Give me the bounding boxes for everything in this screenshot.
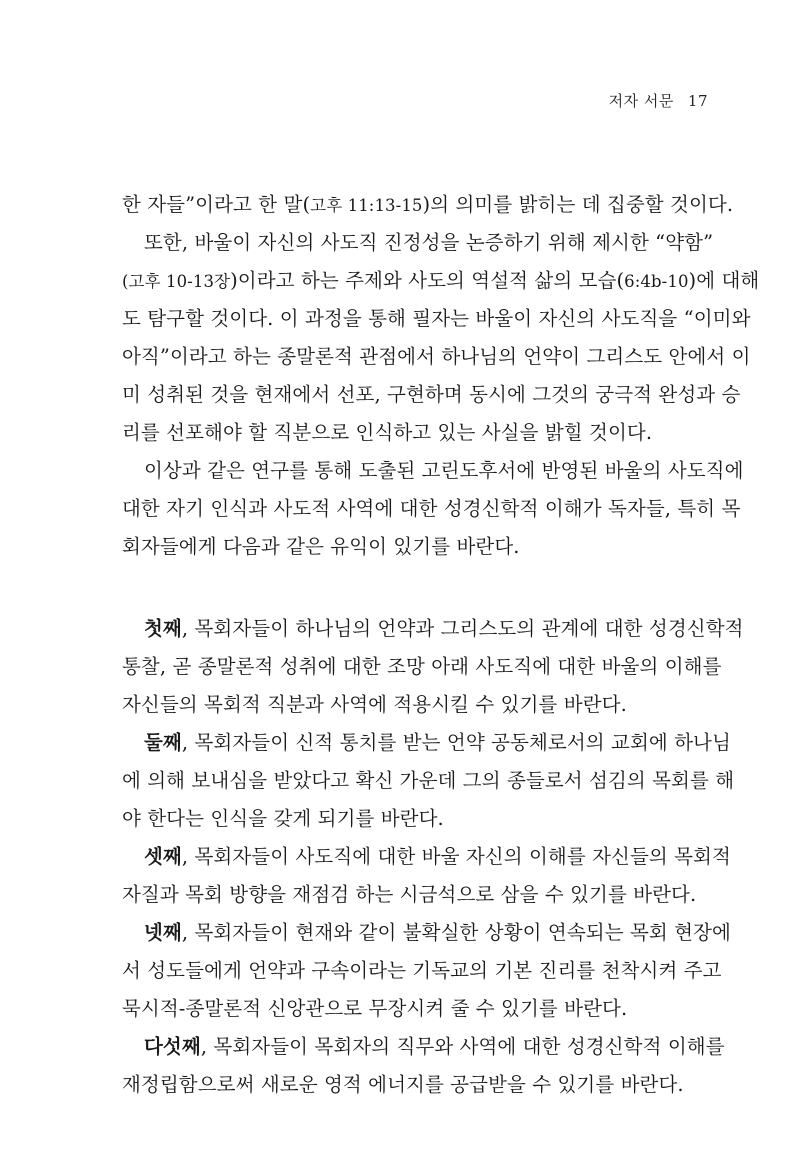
text-line: 야 한다는 인식을 갖게 되기를 바란다.	[122, 807, 444, 830]
text-line: 아직”이라고 하는 종말론적 관점에서 하나님의 언약이 그리스도 안에서 이	[122, 345, 751, 368]
hope-lead: 넷째	[144, 921, 182, 944]
text-line: 도 탐구할 것이다. 이 과정을 통해 필자는 바울이 자신의 사도직을 “이미와	[122, 307, 751, 330]
text-line: 회자들에게 다음과 같은 유익이 있기를 바란다.	[122, 535, 520, 558]
text-line: 또한, 바울이 자신의 사도직 진정성을 논증하기 위해 제시한 “약함”	[144, 231, 714, 254]
citation: 6:4b-10	[624, 272, 689, 291]
text-line: 서 성도들에게 언약과 구속이라는 기독교의 기본 진리를 천착시켜 주고	[122, 959, 722, 982]
hope-lead: 셋째	[144, 845, 182, 868]
hope-item-2	[122, 724, 735, 838]
citation: 고후 10-13장	[128, 272, 231, 291]
running-header	[609, 90, 708, 111]
text-line: 넷째, 목회자들이 현재와 같이 불확실한 상황이 연속되는 목회 현장에	[144, 921, 731, 944]
text-line: 둘째, 목회자들이 신적 통치를 받는 언약 공동체로서의 교회에 하나님	[144, 731, 731, 754]
page-body	[122, 186, 760, 1104]
paragraph-2	[122, 224, 760, 452]
text-line: 자질과 목회 방향을 재점검 하는 시금석으로 삼을 수 있기를 바란다.	[122, 883, 697, 906]
text-line: (고후 10-13장)이라고 하는 주제와 사도의 역설적 삶의 모습(6:4b-10)에 대해	[122, 269, 760, 292]
text-line: 첫째, 목회자들이 하나님의 언약과 그리스도의 관계에 대한 성경신학적	[144, 617, 744, 640]
page-number: 17	[687, 92, 708, 110]
paragraph-1	[122, 186, 734, 224]
text-line: 미 성취된 것을 현재에서 선포, 구현하며 동시에 그것의 궁극적 완성과 승	[122, 383, 741, 406]
hope-lead: 둘째	[144, 731, 182, 754]
hope-item-4	[122, 914, 731, 1028]
text-line: 묵시적-종말론적 신앙관으로 무장시켜 줄 수 있기를 바란다.	[122, 997, 628, 1020]
text-line: 통찰, 곧 종말론적 성취에 대한 조망 아래 사도직에 대한 바울의 이해를	[122, 655, 722, 678]
paragraph-3	[122, 452, 744, 566]
hope-item-5	[122, 1028, 725, 1104]
citation: 고후 11:13-15	[310, 196, 423, 215]
text-line: 자신들의 목회적 직분과 사역에 적용시킬 수 있기를 바란다.	[122, 693, 627, 716]
hope-lead: 첫째	[144, 617, 182, 640]
hope-lead: 다섯째	[144, 1035, 201, 1058]
hope-item-3	[122, 838, 731, 914]
text-line: 리를 선포해야 할 직분으로 인식하고 있는 사실을 밝힐 것이다.	[122, 421, 653, 444]
text-line: 대한 자기 인식과 사도적 사역에 대한 성경신학적 이해가 독자들, 특히 목	[122, 497, 741, 520]
text-line: 다섯째, 목회자들이 목회자의 직무와 사역에 대한 성경신학적 이해를	[144, 1035, 725, 1058]
text-line: 재정립함으로써 새로운 영적 에너지를 공급받을 수 있기를 바란다.	[122, 1073, 684, 1096]
text-line: 한 자들”이라고 한 말(고후 11:13-15)의 의미를 밝히는 데 집중할 것이다.	[122, 193, 734, 216]
text-line: 에 의해 보내심을 받았다고 확신 가운데 그의 종들로서 섬김의 목회를 해	[122, 769, 735, 792]
text-line: 셋째, 목회자들이 사도직에 대한 바울 자신의 이해를 자신들의 목회적	[144, 845, 731, 868]
hope-item-1	[122, 610, 744, 724]
section-title: 저자 서문	[608, 92, 674, 110]
text-line: 이상과 같은 연구를 통해 도출된 고린도후서에 반영된 바울의 사도직에	[144, 459, 744, 482]
